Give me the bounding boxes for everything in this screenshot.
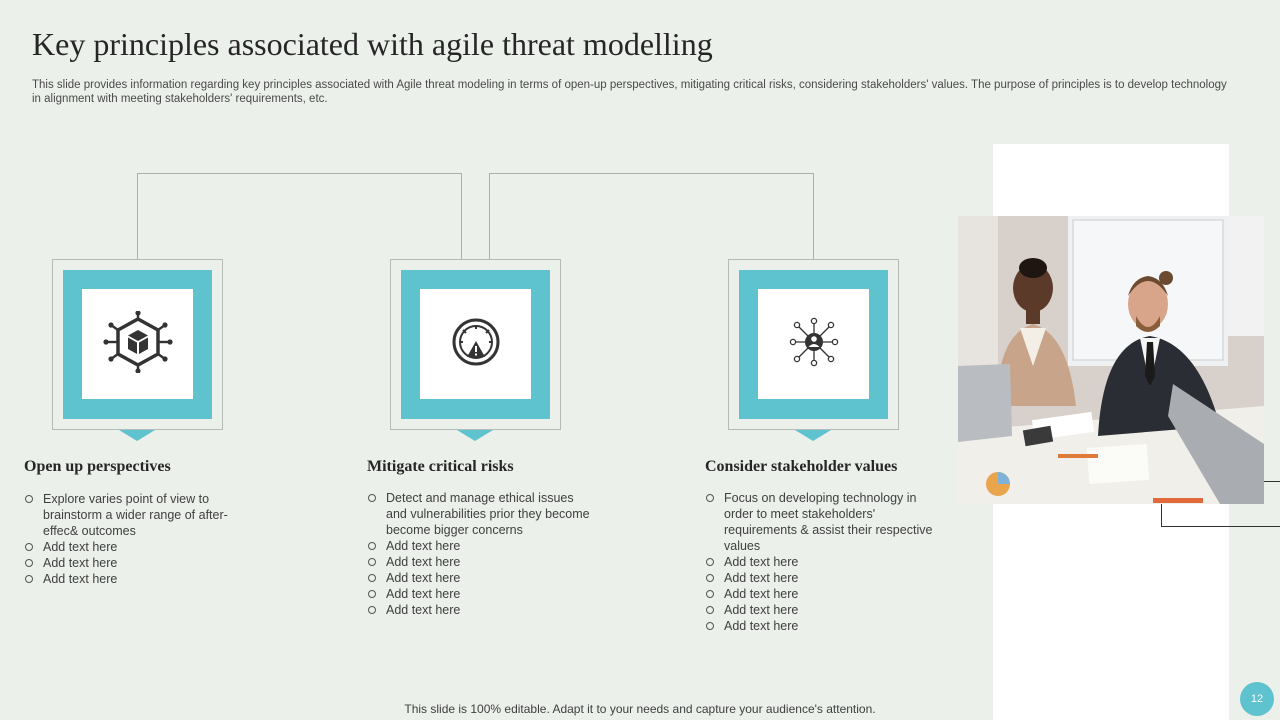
hexagon-cube-network-icon — [103, 311, 173, 378]
list-item: Add text here — [705, 586, 940, 602]
list-item: Add text here — [367, 570, 597, 586]
icon-card-3 — [728, 259, 899, 430]
icon-card-inner — [758, 289, 869, 399]
list-item: Add text here — [24, 539, 254, 555]
list-item: Detect and manage ethical issues and vulnerabilities prior they become become bigger concerns — [367, 490, 597, 538]
list-item: Add text here — [367, 602, 597, 618]
list-item: Add text here — [367, 554, 597, 570]
list-item: Add text here — [705, 602, 940, 618]
connector-line-2 — [489, 173, 814, 260]
stakeholder-network-icon — [789, 317, 839, 372]
bullet-list-1 — [24, 491, 254, 587]
list-item: Add text here — [367, 538, 597, 554]
icon-card-inner — [82, 289, 193, 399]
icon-card-teal — [63, 270, 212, 419]
list-item: Add text here — [705, 618, 940, 634]
column-title-3: Consider stakeholder values — [705, 458, 898, 475]
pointer-triangle — [457, 430, 493, 441]
list-item: Explore varies point of view to brainstorm a wider range of after-effec& outcomes — [24, 491, 254, 539]
list-item: Add text here — [24, 571, 254, 587]
pointer-triangle — [795, 430, 831, 441]
page-number-badge: 12 — [1240, 682, 1274, 716]
list-item: Add text here — [705, 554, 940, 570]
business-meeting-photo — [958, 216, 1264, 504]
list-item: Add text here — [24, 555, 254, 571]
column-title-2: Mitigate critical risks — [367, 458, 514, 475]
icon-card-teal — [401, 270, 550, 419]
column-title-1: Open up perspectives — [24, 458, 171, 475]
photo-accent-line — [1161, 504, 1162, 527]
photo-accent-line — [1264, 481, 1280, 482]
slide-subtitle: This slide provides information regarding key principles associated with Agile threat modeling in terms of open-up perspectives, mitigating critical risks, considering stakeholders' values. The purpose of principles is to develop technology in alignment with meeting stakeholders' requirements, etc. — [32, 79, 1227, 105]
icon-card-teal — [739, 270, 888, 419]
list-item: Add text here — [705, 570, 940, 586]
bullet-list-3 — [705, 490, 940, 634]
gauge-warning-icon — [451, 317, 501, 372]
slide-title: Key principles associated with agile threat modelling — [32, 26, 713, 62]
list-item: Focus on developing technology in order to meet stakeholders' requirements & assist their respective values — [705, 490, 940, 554]
footer-note: This slide is 100% editable. Adapt it to your needs and capture your audience's attention. — [404, 702, 876, 716]
photo-accent-line — [1161, 526, 1280, 527]
pointer-triangle — [119, 430, 155, 441]
bullet-list-2 — [367, 490, 597, 618]
icon-card-inner — [420, 289, 531, 399]
list-item: Add text here — [367, 586, 597, 602]
icon-card-1 — [52, 259, 223, 430]
connector-line-1 — [137, 173, 462, 260]
icon-card-2 — [390, 259, 561, 430]
